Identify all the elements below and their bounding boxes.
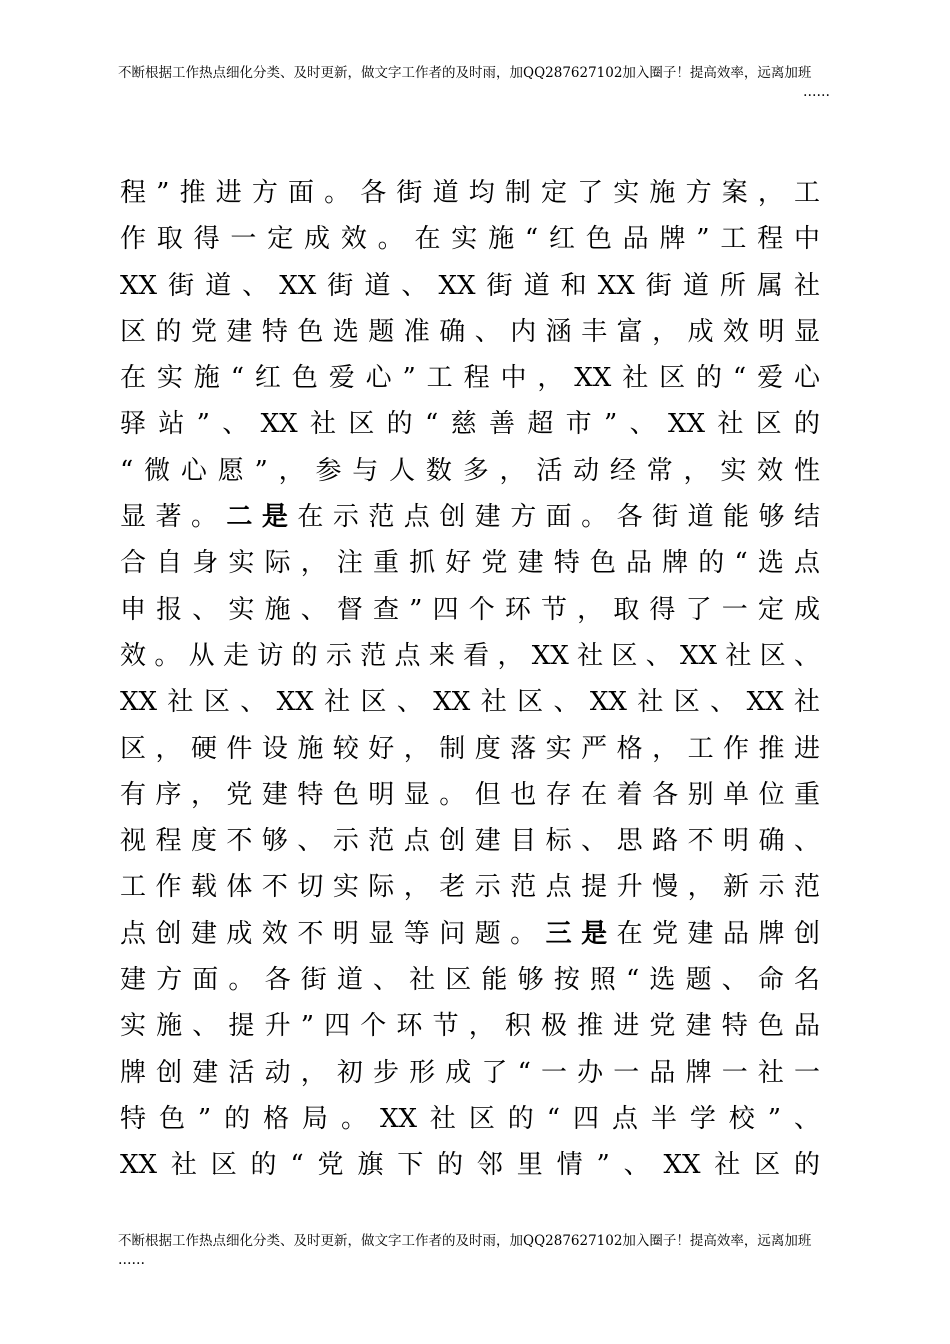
paragraph-line	[120, 772, 820, 818]
paragraph-line	[120, 170, 820, 216]
paragraph-line	[120, 1003, 820, 1049]
line-text: 程”推进方面。各街道均制定了实施方案，工	[120, 178, 820, 208]
bold-lead-phrase: 二是	[226, 502, 298, 533]
line-text: 牌创建活动，初步形成了“一办一品牌一社一	[120, 1057, 820, 1088]
paragraph-line	[120, 679, 820, 725]
paragraph-line	[120, 587, 820, 633]
line-text: “微心愿”，参与人数多，活动经常，实效性	[120, 455, 820, 486]
paragraph-line	[120, 818, 820, 864]
line-text: 显著。	[120, 502, 227, 533]
paragraph-line	[120, 726, 820, 772]
paragraph-line	[120, 309, 820, 355]
paragraph-line	[120, 401, 820, 447]
footer-text: 不断根据工作热点细化分类、及时更新，做文字工作者的及时雨，加QQ287627102加入圈子！提高效率，远离加班	[118, 1233, 812, 1249]
line-text: XX社区、XX社区、XX社区、XX社区、XX社	[120, 687, 820, 718]
line-text: 作取得一定成效。在实施“红色品牌”工程中	[120, 224, 820, 255]
page-footer	[118, 1232, 830, 1270]
footer-ellipsis: ……	[118, 1252, 145, 1268]
bold-lead-phrase: 三是	[545, 918, 617, 949]
paragraph-line	[120, 1050, 820, 1096]
line-text: 特色”的格局。XX社区的“四点半学校”、	[120, 1103, 820, 1134]
line-text: 有序，党建特色明显。但也存在着各别单位重	[120, 779, 820, 810]
line-text: XX社区的“党旗下的邻里情”、XX社区的	[120, 1150, 820, 1181]
paragraph-line	[120, 355, 820, 401]
header-ellipsis: ……	[803, 84, 830, 100]
line-text: 区的党建特色选题准确、内涵丰富，成效明显	[120, 316, 820, 347]
line-text: XX街道、XX街道、XX街道和XX街道所属社	[120, 270, 820, 301]
line-text: 驿站”、XX社区的“慈善超市”、XX社区的	[120, 409, 820, 440]
header-text: 不断根据工作热点细化分类、及时更新，做文字工作者的及时雨，加QQ287627102加入圈子！提高效率，远离加班	[118, 65, 812, 81]
paragraph-line	[120, 864, 820, 910]
line-text: 建方面。各街道、社区能够按照“选题、命名	[120, 965, 820, 996]
line-text: 工作载体不切实际，老示范点提升慢，新示范	[120, 872, 820, 903]
paragraph-line	[120, 216, 820, 262]
paragraph-line	[120, 911, 820, 957]
line-text: 视程度不够、示范点创建目标、思路不明确、	[120, 826, 820, 857]
paragraph-line	[120, 633, 820, 679]
line-text: 在实施“红色爱心”工程中，XX社区的“爱心	[120, 363, 820, 394]
line-text: 申报、实施、督查”四个环节，取得了一定成	[120, 594, 820, 625]
paragraph-line	[120, 494, 820, 540]
line-text: 在党建品牌创	[616, 918, 820, 949]
line-text: 点创建成效不明显等问题。	[120, 918, 546, 949]
line-text: 区，硬件设施较好，制度落实严格，工作推进	[120, 733, 820, 764]
document-body	[120, 170, 820, 1189]
paragraph-line	[120, 448, 820, 494]
paragraph-line	[120, 1142, 820, 1188]
paragraph-line	[120, 957, 820, 1003]
line-text: 实施、提升”四个环节，积极推进党建特色品	[120, 1011, 820, 1042]
paragraph-line	[120, 540, 820, 586]
line-text: 在示范点创建方面。各街道能够结	[297, 502, 820, 533]
line-text: 合自身实际，注重抓好党建特色品牌的“选点	[120, 548, 820, 579]
paragraph-line	[120, 1096, 820, 1142]
page-header	[118, 64, 830, 102]
paragraph-line	[120, 263, 820, 309]
line-text: 效。从走访的示范点来看，XX社区、XX社区、	[120, 640, 820, 671]
